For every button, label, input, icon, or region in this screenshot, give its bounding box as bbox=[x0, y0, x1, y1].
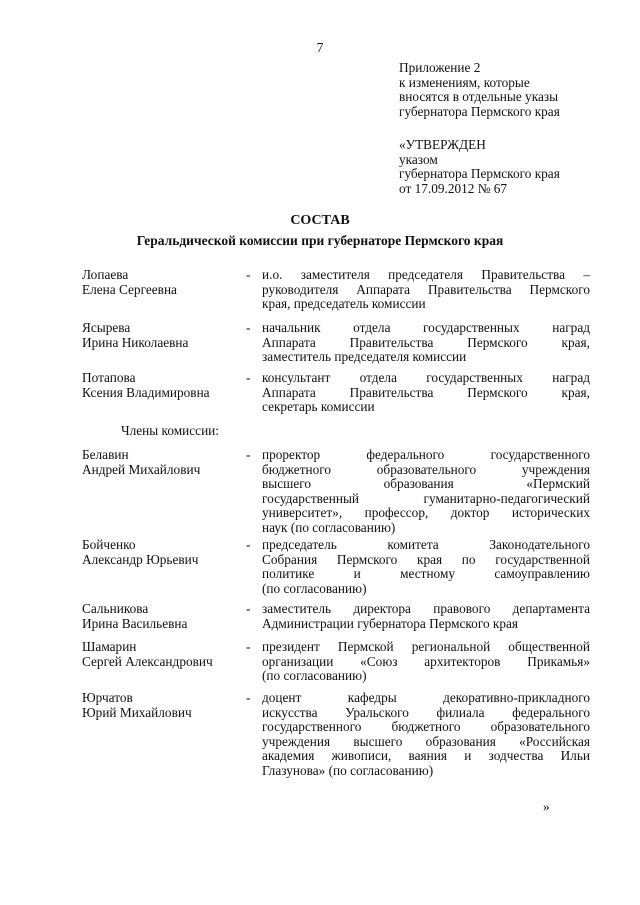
role-line: заместитель председателя комиссии bbox=[262, 349, 467, 365]
role-line: высшего образования «Пермский bbox=[262, 476, 590, 492]
appendix-line: Приложение 2 bbox=[399, 60, 481, 75]
role-line: Глазунова» (по согласованию) bbox=[262, 762, 434, 778]
role-line: и.о. заместителя председателя Правительства – bbox=[262, 267, 590, 282]
approval-block bbox=[399, 138, 619, 196]
role-line: наук (по согласованию) bbox=[262, 519, 396, 535]
member-surname: Сальникова bbox=[82, 601, 149, 616]
member-name bbox=[82, 371, 242, 400]
appendix-line: губернатора Пермского края bbox=[399, 103, 560, 119]
member-surname: Юрчатов bbox=[82, 690, 133, 705]
role-line: председатель комитета Законодательного bbox=[262, 537, 590, 552]
member-role bbox=[262, 371, 590, 415]
member-given-names: Андрей Михайлович bbox=[82, 461, 201, 477]
role-line: (по согласованию) bbox=[262, 668, 367, 684]
role-line: президент Пермской региональной общественной bbox=[262, 639, 590, 654]
member-name bbox=[82, 321, 242, 350]
appendix-line: вносятся в отдельные указы bbox=[399, 89, 559, 105]
appendix-block bbox=[399, 61, 619, 119]
role-line: политике и местному самоуправлению bbox=[262, 566, 590, 582]
separator-dash: - bbox=[246, 267, 251, 282]
member-surname: Белавин bbox=[82, 447, 129, 462]
role-line: (по согласованию) bbox=[262, 580, 367, 596]
role-line: Аппарата Правительства Пермского края, bbox=[262, 384, 590, 400]
member-given-names: Ксения Владимировна bbox=[82, 384, 210, 400]
approval-line: «УТВЕРЖДЕН bbox=[399, 137, 486, 152]
separator-dash: - bbox=[246, 690, 251, 705]
role-line: края, председатель комиссии bbox=[262, 296, 426, 312]
role-line: начальник отдела государственных наград bbox=[262, 320, 590, 335]
role-line: университет», профессор, доктор исторических bbox=[262, 505, 590, 521]
member-name bbox=[82, 268, 242, 297]
role-line: государственного бюджетного образовательного bbox=[262, 719, 590, 735]
separator-dash: - bbox=[246, 370, 251, 385]
members-heading: Члены комиссии: bbox=[121, 423, 219, 438]
role-line: Аппарата Правительства Пермского края, bbox=[262, 334, 590, 350]
member-name bbox=[82, 448, 242, 477]
role-line: академия живописи, ваяния и зодчества Ильи bbox=[262, 748, 590, 764]
role-line: заместитель директора правового департамента bbox=[262, 601, 590, 616]
member-role bbox=[262, 321, 590, 365]
member-name bbox=[82, 538, 242, 567]
member-role bbox=[262, 268, 590, 312]
member-given-names: Ирина Васильевна bbox=[82, 615, 188, 631]
page-number: 7 bbox=[316, 40, 324, 55]
member-given-names: Елена Сергеевна bbox=[82, 281, 177, 297]
separator-dash: - bbox=[246, 537, 251, 552]
closing-quote: » bbox=[543, 799, 550, 814]
appendix-line: к изменениям, которые bbox=[399, 74, 530, 90]
role-line: консультант отдела государственных наград bbox=[262, 370, 590, 385]
role-line: учреждения высшего образования «Российская bbox=[262, 733, 590, 749]
member-role bbox=[262, 602, 590, 631]
member-name bbox=[82, 640, 242, 669]
member-given-names: Ирина Николаевна bbox=[82, 334, 189, 350]
member-surname: Ясырева bbox=[82, 320, 131, 335]
member-given-names: Александр Юрьевич bbox=[82, 551, 199, 567]
approval-line: губернатора Пермского края bbox=[399, 166, 560, 182]
document-subtitle: Геральдической комиссии при губернаторе Пермского края bbox=[136, 233, 504, 248]
role-line: проректор федерального государственного bbox=[262, 447, 590, 462]
role-line: организации «Союз архитекторов Прикамья» bbox=[262, 653, 590, 669]
role-line: руководителя Аппарата Правительства Пермского bbox=[262, 281, 590, 297]
role-line: бюджетного образовательного учреждения bbox=[262, 461, 590, 477]
role-line: Администрации губернатора Пермского края bbox=[262, 615, 519, 631]
separator-dash: - bbox=[246, 601, 251, 616]
member-name bbox=[82, 691, 242, 720]
member-role bbox=[262, 691, 590, 779]
separator-dash: - bbox=[246, 639, 251, 654]
member-role bbox=[262, 448, 590, 536]
member-name bbox=[82, 602, 242, 631]
role-line: искусства Уральского филиала федерального bbox=[262, 704, 590, 720]
document-title: СОСТАВ bbox=[290, 213, 350, 228]
separator-dash: - bbox=[246, 447, 251, 462]
separator-dash: - bbox=[246, 320, 251, 335]
approval-line: от 17.09.2012 № 67 bbox=[399, 180, 508, 196]
approval-line: указом bbox=[399, 151, 438, 167]
member-role bbox=[262, 538, 590, 596]
role-line: государственный гуманитарно-педагогический bbox=[262, 490, 590, 506]
member-surname: Лопаева bbox=[82, 267, 129, 282]
role-line: секретарь комиссии bbox=[262, 399, 375, 415]
member-role bbox=[262, 640, 590, 684]
role-line: доцент кафедры декоративно-прикладного bbox=[262, 690, 590, 705]
member-given-names: Юрий Михайлович bbox=[82, 704, 192, 720]
role-line: Собрания Пермского края по государственной bbox=[262, 551, 590, 567]
member-surname: Шамарин bbox=[82, 639, 137, 654]
member-surname: Бойченко bbox=[82, 537, 136, 552]
member-given-names: Сергей Александрович bbox=[82, 653, 213, 669]
member-surname: Потапова bbox=[82, 370, 136, 385]
